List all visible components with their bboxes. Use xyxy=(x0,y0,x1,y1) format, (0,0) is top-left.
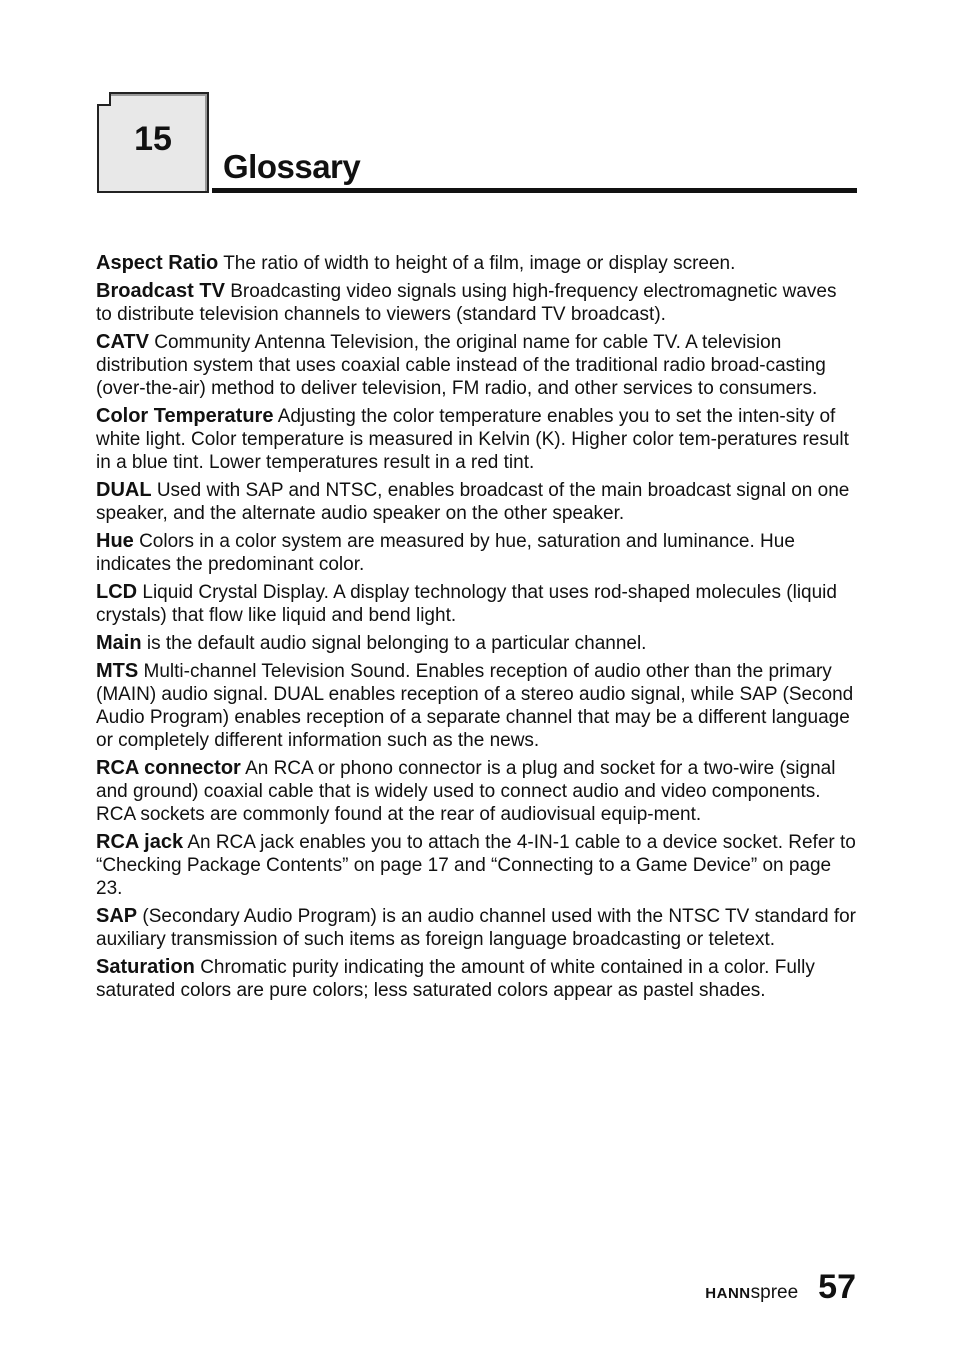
glossary-term: Saturation xyxy=(96,956,195,978)
glossary-term: CATV xyxy=(96,331,149,353)
glossary-term: Color Temperature xyxy=(96,405,274,427)
chapter-number: 15 xyxy=(134,120,172,158)
glossary-definition: An RCA jack enables you to attach the 4-IN-1 cable to a device socket. Refer to “Checking Package Contents” on page 17 and “Connecting to a Game Device” on page 23. xyxy=(96,832,856,899)
glossary-entry xyxy=(96,405,856,474)
glossary-term: SAP xyxy=(96,905,138,927)
glossary-term: Hue xyxy=(96,530,134,552)
glossary-definition: (Secondary Audio Program) is an audio channel used with the NTSC TV standard for auxiliary transmission of such items as foreign language broadcasting or teletext. xyxy=(96,906,856,950)
glossary-definition: Adjusting the color temperature enables you to set the inten-sity of white light. Color temperature is measured in Kelvin (K). Higher color tem-peratures result in a blue tint. Lower temperatures result in a red tint. xyxy=(96,406,849,473)
glossary-definition: Chromatic purity indicating the amount of white contained in a color. Fully saturated colors are pure colors; less saturated colors appear as pastel shades. xyxy=(96,957,815,1001)
glossary-definition: Used with SAP and NTSC, enables broadcast of the main broadcast signal on one speaker, and the alternate audio speaker on the other speaker. xyxy=(96,480,850,524)
glossary-term: RCA connector xyxy=(96,757,241,779)
glossary-definition: Community Antenna Television, the original name for cable TV. A television distribution system that uses coaxial cable instead of the traditional radio broad-casting (over-the-air) method to deliver television, FM radio, and other services to consumers. xyxy=(96,332,826,399)
glossary-term: DUAL xyxy=(96,479,152,501)
glossary-term: RCA jack xyxy=(96,831,184,853)
chapter-number-box xyxy=(97,92,209,193)
page-number: 57 xyxy=(818,1268,856,1306)
glossary-entry xyxy=(96,331,856,400)
title-underline xyxy=(212,188,857,193)
glossary-entry xyxy=(96,660,856,752)
glossary-definition: Liquid Crystal Display. A display technology that uses rod-shaped molecules (liquid crystals) that flow like liquid and bend light. xyxy=(96,582,837,626)
glossary-list xyxy=(96,252,856,1007)
glossary-entry xyxy=(96,280,856,326)
glossary-definition: Broadcasting video signals using high-frequency electromagnetic waves to distribute television channels to viewers (standard TV broadcast). xyxy=(96,281,837,325)
glossary-definition: Multi-channel Television Sound. Enables reception of audio other than the primary (MAIN) audio signal. DUAL enables reception of a stereo audio signal, while SAP (Second Audio Program) enables reception of a separate channel that may be a different language or completely different information such as the news. xyxy=(96,661,854,751)
glossary-definition: is the default audio signal belonging to a particular channel. xyxy=(146,633,647,654)
page-title: Glossary xyxy=(223,148,361,185)
glossary-entry xyxy=(96,581,856,627)
glossary-entry xyxy=(96,632,856,655)
glossary-definition: An RCA or phono connector is a plug and socket for a two-wire (signal and ground) coaxial cable that is widely used to connect audio and video components. RCA sockets are commonly found at the rear of audiovisual equip-ment. xyxy=(96,758,836,825)
glossary-entry xyxy=(96,905,856,951)
chapter-box-notch xyxy=(97,92,111,106)
glossary-entry xyxy=(96,252,856,275)
glossary-entry xyxy=(96,831,856,900)
brand-logo-light: spree xyxy=(750,1282,799,1303)
glossary-entry xyxy=(96,479,856,525)
glossary-entry xyxy=(96,530,856,576)
glossary-term: LCD xyxy=(96,581,138,603)
glossary-term: Broadcast TV xyxy=(96,280,225,302)
glossary-definition: Colors in a color system are measured by hue, saturation and luminance. Hue indicates the predominant color. xyxy=(96,531,795,575)
glossary-entry xyxy=(96,757,856,826)
glossary-definition: The ratio of width to height of a film, image or display screen. xyxy=(223,253,736,274)
glossary-term: Aspect Ratio xyxy=(96,252,219,274)
brand-logo xyxy=(705,1282,798,1304)
glossary-term: MTS xyxy=(96,660,139,682)
glossary-term: Main xyxy=(96,632,142,654)
brand-logo-bold: HANN xyxy=(705,1285,751,1302)
page-footer xyxy=(705,1268,856,1307)
glossary-entry xyxy=(96,956,856,1002)
